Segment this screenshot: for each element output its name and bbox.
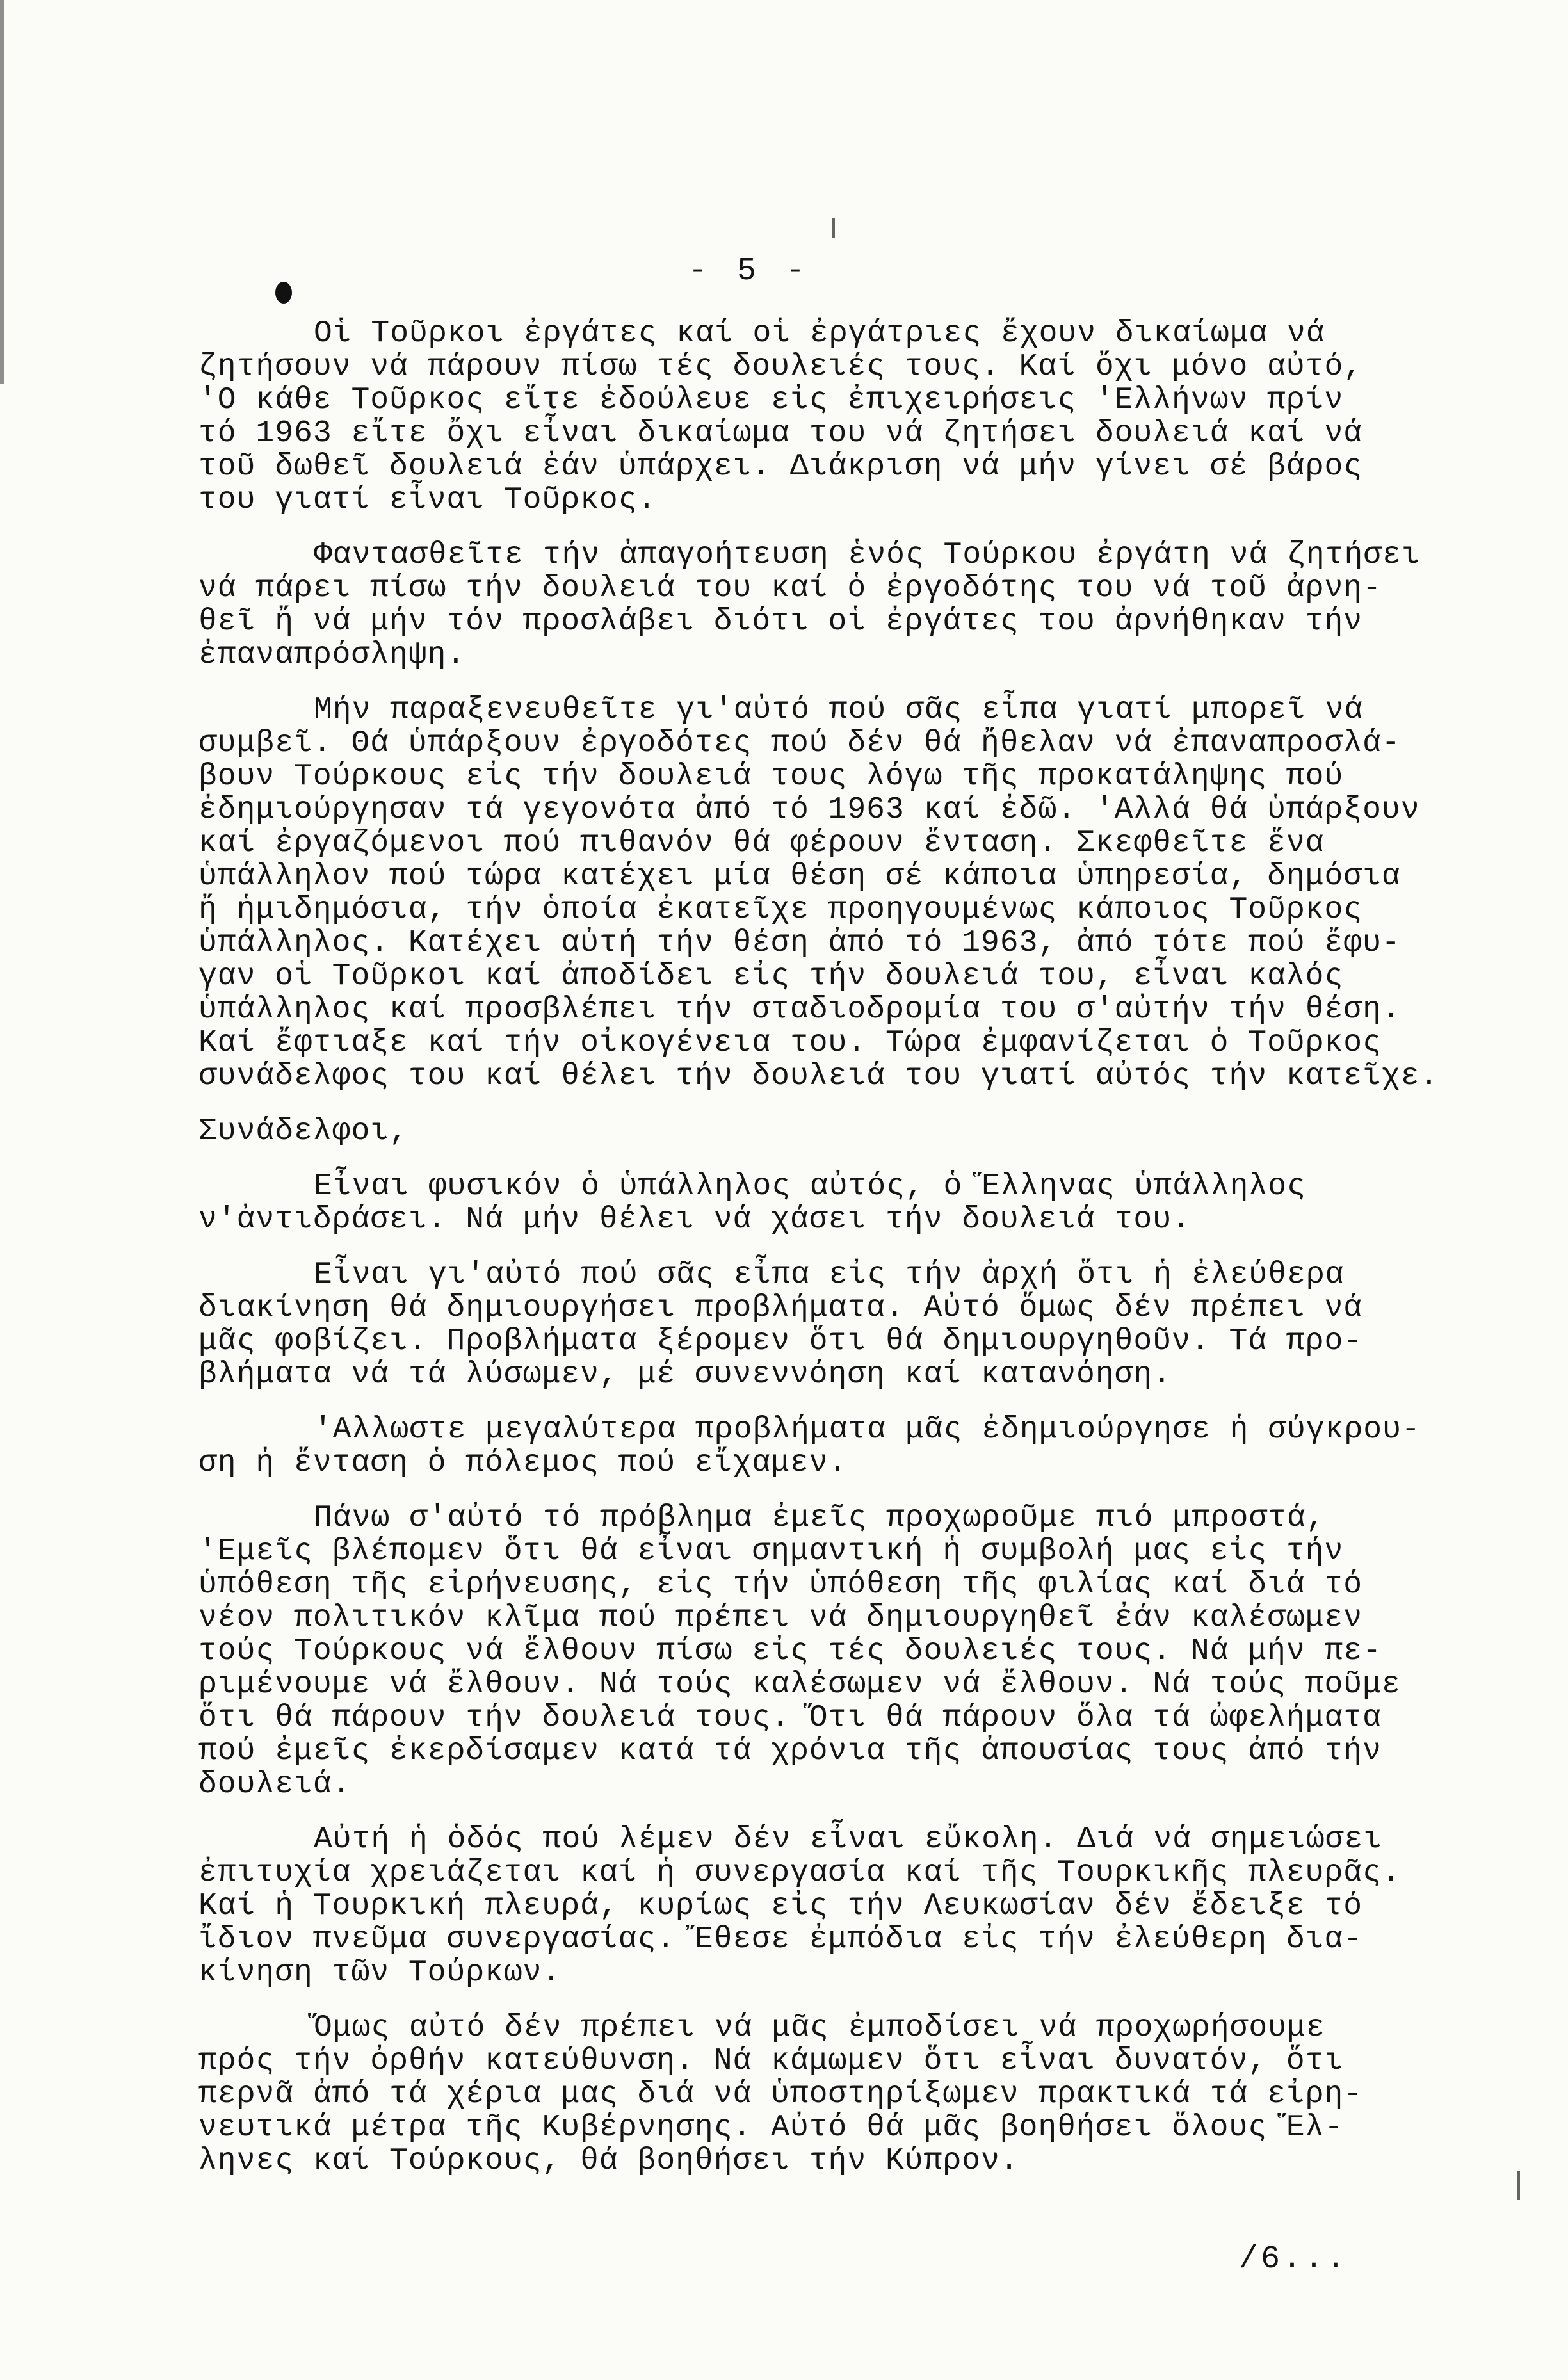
next-page-marker: /6... bbox=[1239, 2241, 1348, 2278]
paragraph bbox=[198, 538, 1466, 672]
scan-edge-mark bbox=[0, 0, 4, 384]
text-line: νέον πολιτικόν κλῖμα πού πρέπει νά δημιουργηθεῖ ἐάν καλέσωμεν bbox=[198, 1601, 1363, 1635]
text-line: ν'ἀντιδράσει. Νά μήν θέλει νά χάσει τήν δουλειά του. bbox=[198, 1202, 1191, 1237]
text-line: Καί ἔφτιαξε καί τήν οἰκογένεια του. Τώρα ἐμφανίζεται ὁ Τοῦρκος bbox=[198, 1026, 1382, 1060]
text-line: ἤ ἡμιδημόσια, τήν ὁποία ἐκατεῖχε προηγουμένως κάποιος Τοῦρκος bbox=[198, 893, 1363, 927]
text-line: Μήν παραξενευθεῖτε γι'αὐτό πού σᾶς εἶπα γιατί μπορεῖ νά bbox=[314, 693, 1364, 727]
text-line: ληνες καί Τούρκους, θά βοηθήσει τήν Κύπρον. bbox=[198, 2144, 1019, 2178]
text-line: Πάνω σ'αὐτό τό πρόβλημα ἐμεῖς προχωροῦμε πιό μπροστά, bbox=[314, 1501, 1325, 1535]
text-line: ζητήσουν νά πάρουν πίσω τές δουλειές τους. Καί ὄχι μόνο αὐτό, bbox=[198, 350, 1363, 384]
text-line: Αὐτή ἡ ὁδός πού λέμεν δέν εἶναι εὔκολη. Διά νά σημειώσει bbox=[314, 1822, 1383, 1857]
text-line: βουν Τούρκους εἰς τήν δουλειά τους λόγω τῆς προκατάληψης πού bbox=[198, 759, 1344, 794]
text-line: ὅτι θά πάρουν τήν δουλειά τους. Ὅτι θά πάρουν ὅλα τά ὠφελήματα bbox=[198, 1701, 1382, 1735]
document-body bbox=[198, 317, 1466, 2199]
text-line: ριμένουμε νά ἔλθουν. Νά τούς καλέσωμεν νά ἔλθουν. Νά τούς ποῦμε bbox=[198, 1667, 1401, 1702]
text-line: Οἱ Τοῦρκοι ἐργάτες καί οἱ ἐργάτριες ἔχουν δικαίωμα νά bbox=[314, 316, 1325, 351]
text-line: Εἶναι φυσικόν ὁ ὑπάλληλος αὐτός, ὁ Ἕλληνας ὑπάλληλος bbox=[314, 1169, 1306, 1204]
text-line: ὑπάλληλον πού τώρα κατέχει μία θέση σέ κάποια ὑπηρεσία, δημόσια bbox=[198, 859, 1401, 894]
text-line: τούς Τούρκους νά ἔλθουν πίσω εἰς τές δουλειές τους. Νά μήν πε- bbox=[198, 1634, 1382, 1669]
scan-speck bbox=[832, 218, 835, 238]
paragraph bbox=[198, 317, 1466, 517]
paragraph bbox=[198, 1258, 1466, 1391]
text-line: ὑπάλληλος. Κατέχει αὐτή τήν θέση ἀπό τό 1963, ἀπό τότε πού ἔφυ- bbox=[198, 926, 1401, 960]
text-line: πρός τήν ὀρθήν κατεύθυνση. Νά κάμωμεν ὅτι εἶναι δυνατόν, ὅτι bbox=[198, 2044, 1344, 2078]
text-line: τοῦ δωθεῖ δουλειά ἐάν ὑπάρχει. Διάκριση νά μήν γίνει σέ βάρος bbox=[198, 449, 1363, 484]
text-line: βλήματα νά τά λύσωμεν, μέ συνεννόηση καί κατανόηση. bbox=[198, 1357, 1172, 1392]
punch-hole-mark bbox=[275, 282, 292, 304]
text-line: Εἶναι γι'αὐτό πού σᾶς εἶπα εἰς τήν ἀρχή ὅτι ἡ ἐλεύθερα bbox=[314, 1258, 1345, 1292]
text-line: ὑπάλληλος καί προσβλέπει τήν σταδιοδρομία του σ'αὐτήν τήν θέση. bbox=[198, 992, 1401, 1027]
paragraph bbox=[198, 1502, 1466, 1801]
text-line: συνάδελφος του καί θέλει τήν δουλειά του γιατί αὐτός τήν κατεῖχε. bbox=[198, 1059, 1439, 1094]
text-line: 'Εμεῖς βλέπομεν ὅτι θά εἶναι σημαντική ἡ συμβολή μας εἰς τήν bbox=[198, 1534, 1344, 1569]
text-line: δουλειά. bbox=[198, 1767, 352, 1802]
text-line: περνᾶ ἀπό τά χέρια μας διά νά ὑποστηρίξωμεν πρακτικά τά εἰρη- bbox=[198, 2077, 1363, 2112]
text-line: συμβεῖ. Θά ὑπάρξουν ἐργοδότες πού δέν θά ἤθελαν νά ἐπαναπροσλά- bbox=[198, 726, 1401, 761]
paragraph bbox=[198, 1170, 1466, 1236]
scan-speck bbox=[1517, 2171, 1520, 2200]
text-line: ἐπιτυχία χρειάζεται καί ἡ συνεργασία καί τῆς Τουρκικῆς πλευρᾶς. bbox=[198, 1856, 1401, 1890]
text-line: ἐδημιούργησαν τά γεγονότα ἀπό τό 1963 καί ἐδῶ. 'Αλλά θά ὑπάρξουν bbox=[198, 793, 1420, 827]
text-line: νευτικά μέτρα τῆς Κυβέρνησης. Αὐτό θά μᾶς βοηθήσει ὅλους Ἕλ- bbox=[198, 2110, 1344, 2145]
text-line: ὑπόθεση τῆς εἰρήνευσης, εἰς τήν ὑπόθεση τῆς φιλίας καί διά τό bbox=[198, 1567, 1363, 1602]
paragraph bbox=[198, 1413, 1466, 1480]
paragraph bbox=[198, 1823, 1466, 1989]
text-line: του γιατί εἶναι Τοῦρκος. bbox=[198, 483, 657, 517]
text-line: 'Αλλωστε μεγαλύτερα προβλήματα μᾶς ἐδημιούργησε ἡ σύγκρου- bbox=[314, 1413, 1421, 1447]
text-line: θεῖ ἤ νά μήν τόν προσλάβει διότι οἱ ἐργάτες του ἀρνήθηκαν τήν bbox=[198, 604, 1363, 639]
text-line: Ὅμως αὐτό δέν πρέπει νά μᾶς ἐμποδίσει νά προχωρήσουμε bbox=[314, 2011, 1325, 2045]
text-line: διακίνηση θά δημιουργήσει προβλήματα. Αὐτό ὅμως δέν πρέπει νά bbox=[198, 1291, 1363, 1325]
text-line: ἴδιον πνεῦμα συνεργασίας. Ἔθεσε ἐμπόδια εἰς τήν ἐλεύθερη δια- bbox=[198, 1922, 1363, 1957]
text-line: ση ἡ ἔνταση ὁ πόλεμος πού εἴχαμεν. bbox=[198, 1446, 848, 1480]
paragraph bbox=[198, 2011, 1466, 2178]
text-line: νά πάρει πίσω τήν δουλειά του καί ὁ ἐργοδότης του νά τοῦ ἀρνη- bbox=[198, 571, 1382, 606]
text-line: μᾶς φοβίζει. Προβλήματα ξέρομεν ὅτι θά δημιουργηθοῦν. Τά προ- bbox=[198, 1324, 1363, 1359]
text-line: καί ἐργαζόμενοι πού πιθανόν θά φέρουν ἔνταση. Σκεφθεῖτε ἕνα bbox=[198, 826, 1325, 861]
text-line: 'Ο κάθε Τοῦρκος εἴτε ἐδούλευε εἰς ἐπιχειρήσεις 'Ελλήνων πρίν bbox=[198, 383, 1344, 417]
salutation: Συνάδελφοι, bbox=[198, 1114, 408, 1149]
text-line: κίνηση τῶν Τούρκων. bbox=[198, 1955, 562, 1990]
text-line: τό 1963 εἴτε ὄχι εἶναι δικαίωμα του νά ζητήσει δουλειά καί νά bbox=[198, 416, 1363, 451]
text-line: πού ἐμεῖς ἐκερδίσαμεν κατά τά χρόνια τῆς ἀπουσίας τους ἀπό τήν bbox=[198, 1734, 1382, 1769]
text-line: γαν οἱ Τοῦρκοι καί ἀποδίδει εἰς τήν δουλειά του, εἶναι καλός bbox=[198, 959, 1344, 994]
text-line: ἐπαναπρόσληψη. bbox=[198, 638, 466, 672]
page-number: - 5 - bbox=[688, 253, 811, 289]
text-line: Φαντασθεῖτε τήν ἀπαγοήτευση ἑνός Τούρκου ἐργάτη νά ζητήσει bbox=[314, 538, 1421, 572]
text-line: Καί ἡ Τουρκική πλευρά, κυρίως εἰς τήν Λευκωσίαν δέν ἔδειξε τό bbox=[198, 1889, 1363, 1923]
paragraph bbox=[198, 693, 1466, 1093]
